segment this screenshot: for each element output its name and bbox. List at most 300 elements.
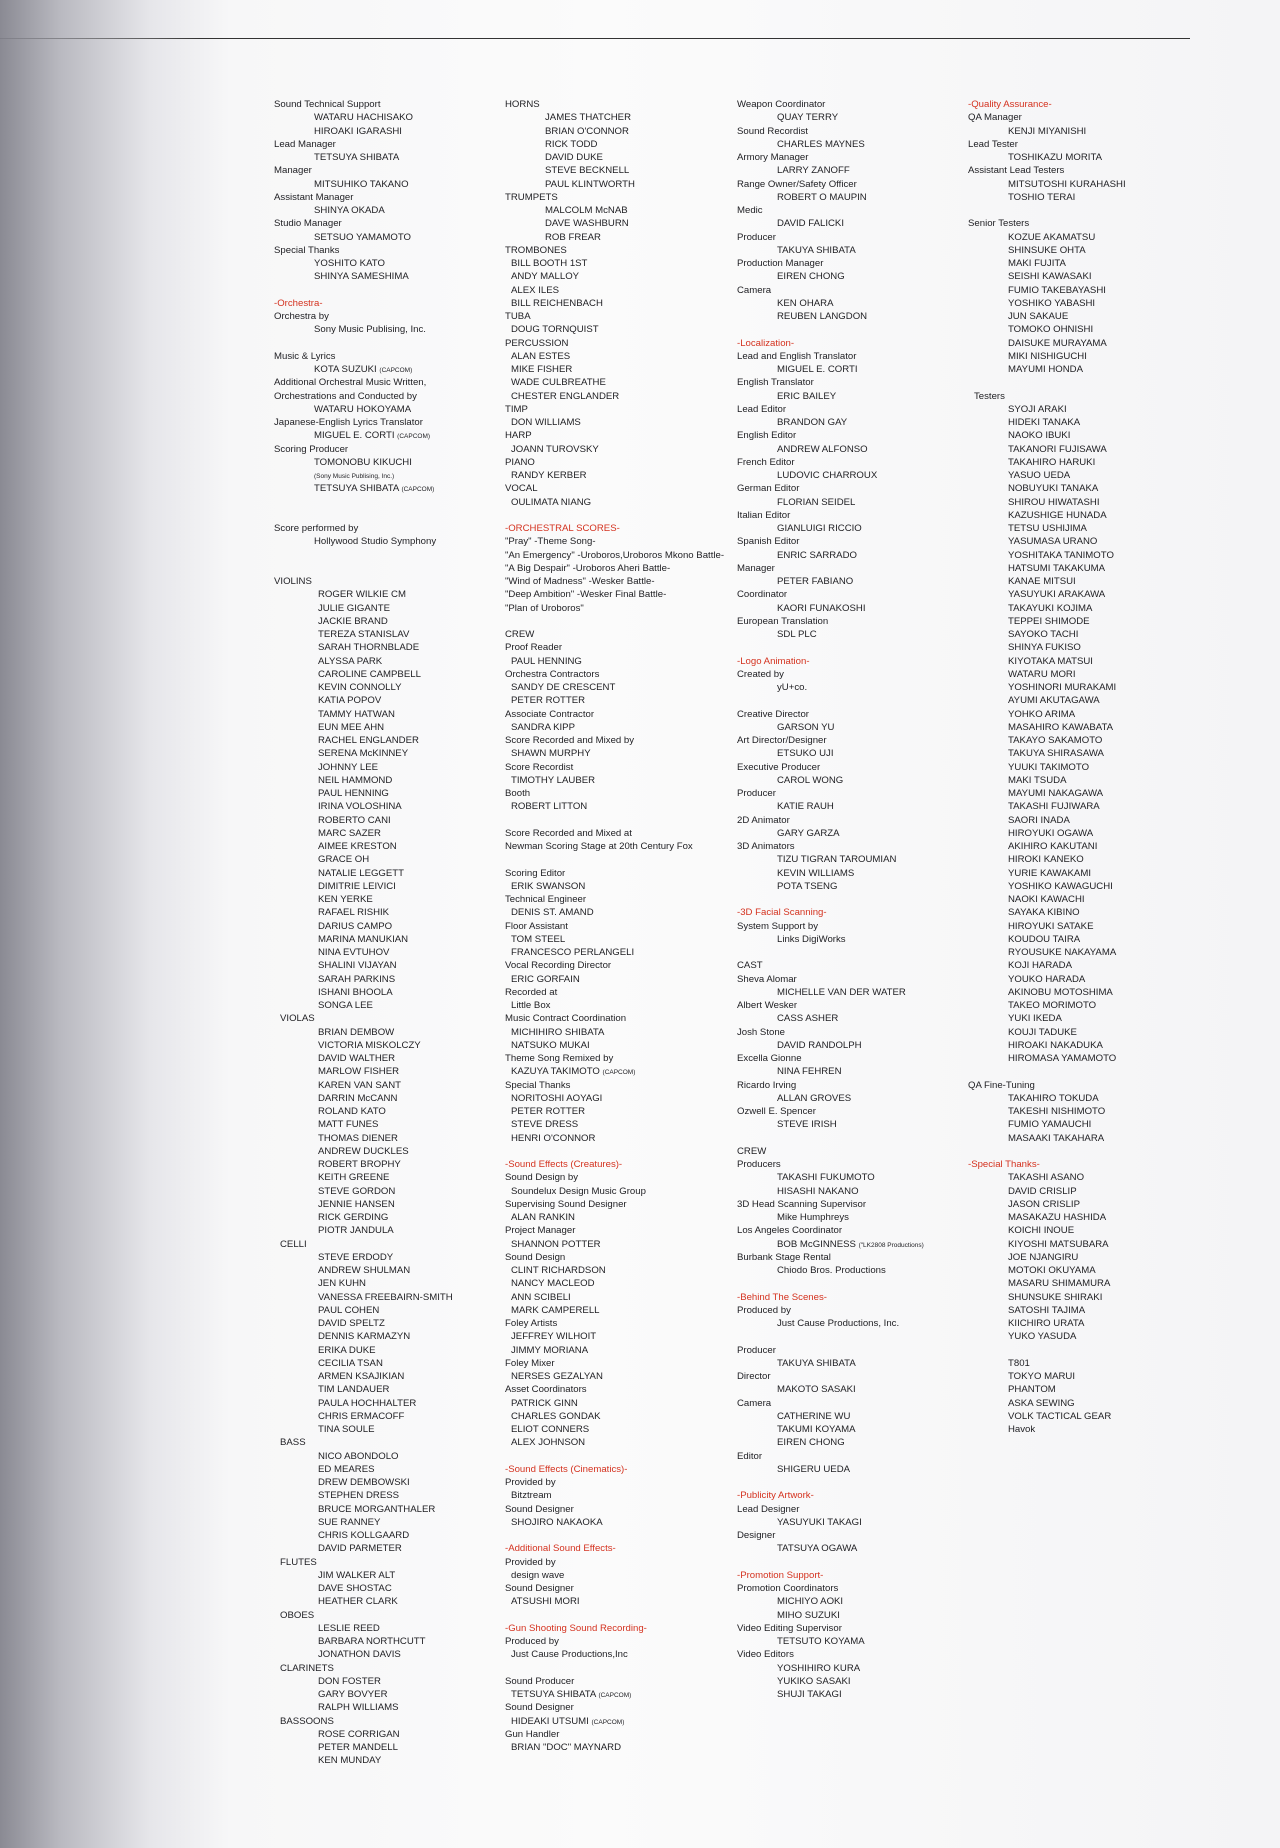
credit-name-text: JACKIE BRAND xyxy=(318,615,388,627)
credit-name xyxy=(968,681,1203,694)
credit-name xyxy=(968,125,1203,138)
credit-name xyxy=(274,853,509,866)
credit-name-text: AKIHIRO KAKUTANI xyxy=(1008,841,1098,852)
credit-name xyxy=(968,1238,1203,1251)
credit-name-text: Chiodo Bros. Productions xyxy=(777,1265,886,1276)
credit-name xyxy=(274,1105,509,1118)
credit-name xyxy=(505,774,740,787)
credit-name xyxy=(274,1450,509,1463)
credit-name xyxy=(505,800,740,813)
credit-name-text: YUKO YASUDA xyxy=(1008,1331,1077,1343)
credit-name-text: Hollywood Studio Symphony xyxy=(314,536,437,548)
credit-role-text: "An Emergency" -Uroboros,Uroboros Mkono Battle- xyxy=(505,549,725,561)
credit-role-text: CREW xyxy=(737,1145,767,1157)
credit-name xyxy=(968,933,1203,946)
credit-name xyxy=(505,1185,740,1198)
credit-role xyxy=(737,1397,972,1410)
credit-name xyxy=(737,1662,972,1675)
credit-name xyxy=(505,1648,740,1661)
credit-role-text: Lead and English Translator xyxy=(737,350,857,362)
credit-role-text: Assistant Manager xyxy=(274,191,354,203)
section-heading xyxy=(737,655,972,668)
credit-name-text: yU+co. xyxy=(777,682,808,693)
credit-name xyxy=(968,337,1203,350)
credit-name-text: RANDY KERBER xyxy=(511,470,587,481)
credit-name xyxy=(968,1370,1203,1383)
credit-name-text: MASAHIRO KAWABATA xyxy=(1008,721,1114,733)
credit-name xyxy=(737,1039,972,1052)
credit-name-text: VANESSA FREEBAIRN-SMITH xyxy=(318,1291,453,1303)
credit-name-text: DAISUKE MURAYAMA xyxy=(1008,337,1107,349)
spacer xyxy=(505,1529,740,1542)
credit-name xyxy=(505,138,740,151)
credit-name-text: KAZUYA TAKIMOTO xyxy=(511,1066,600,1078)
credit-name-text: HIROYUKI SATAKE xyxy=(1008,920,1094,932)
credit-name xyxy=(274,668,509,681)
credit-name xyxy=(737,443,972,456)
spacer xyxy=(737,694,972,707)
credit-name xyxy=(737,1516,972,1529)
spacer xyxy=(968,1145,1203,1158)
credit-name-text: HISASHI NAKANO xyxy=(777,1185,859,1197)
credit-role-text: Score Recorded and Mixed at xyxy=(505,827,632,839)
credit-name xyxy=(505,1277,740,1290)
credit-role-text: Ozwell E. Spencer xyxy=(737,1106,816,1117)
credit-name xyxy=(968,946,1203,959)
credit-role xyxy=(505,1556,740,1569)
credit-name-text: MALCOLM McNAB xyxy=(545,205,628,216)
credit-role xyxy=(274,310,509,323)
section-heading-text: -Orchestra- xyxy=(274,297,323,309)
credit-name-text: CECILIA TSAN xyxy=(318,1357,383,1369)
section-heading-text: -3D Facial Scanning- xyxy=(737,907,827,919)
credit-role xyxy=(737,125,972,138)
credit-name xyxy=(505,416,740,429)
credit-name-text: VOLK TACTICAL GEAR xyxy=(1008,1410,1112,1422)
credit-name xyxy=(274,694,509,707)
credit-name-text: SONGA LEE xyxy=(318,1000,373,1011)
credit-name-text: LUDOVIC CHARROUX xyxy=(777,470,878,481)
section-heading xyxy=(505,1542,740,1555)
credit-role xyxy=(505,787,740,800)
credit-role-text: Video Editing Supervisor xyxy=(737,1622,842,1634)
credit-role xyxy=(505,337,740,350)
credit-role-text: "Pray" -Theme Song- xyxy=(505,536,596,548)
credit-name-text: CAROLINE CAMPBELL xyxy=(318,668,421,680)
credit-name-text: DON FOSTER xyxy=(318,1675,381,1687)
credit-role-text: Director xyxy=(737,1371,771,1382)
credit-name-text: LARRY ZANOFF xyxy=(777,165,850,177)
credit-role xyxy=(505,310,740,323)
credit-role-text: Producer xyxy=(737,1344,776,1356)
credit-name xyxy=(274,1648,509,1661)
spacer xyxy=(274,284,509,297)
credit-role-text: Video Editors xyxy=(737,1649,794,1661)
credit-role-text: CAST xyxy=(737,960,763,972)
credit-name xyxy=(968,734,1203,747)
credit-name xyxy=(737,1423,972,1436)
credit-name xyxy=(274,1065,509,1078)
credit-role xyxy=(737,151,972,164)
credit-name-text: ERIC BAILEY xyxy=(777,390,837,402)
credit-role xyxy=(505,1675,740,1688)
credit-name-text: Mike Humphreys xyxy=(777,1212,849,1223)
spacer xyxy=(505,853,740,866)
credit-name-text: MARK CAMPERELL xyxy=(511,1304,600,1316)
credit-name xyxy=(274,178,509,191)
credit-name xyxy=(968,973,1203,986)
credit-role-text: CELLI xyxy=(280,1238,307,1250)
credit-role xyxy=(505,628,740,641)
credit-name-text: JEN KUHN xyxy=(318,1278,366,1290)
credit-name-text: TAMMY HATWAN xyxy=(318,708,395,720)
credit-name-text: DIMITRIE LEIVICI xyxy=(318,880,396,892)
credit-role-text: Gun Handler xyxy=(505,1728,560,1740)
credit-name xyxy=(737,1065,972,1078)
credit-role xyxy=(505,602,740,615)
credit-name-text: TAKAYO SAKAMOTO xyxy=(1008,735,1103,746)
credit-name xyxy=(505,1132,740,1145)
credit-role-text: Creative Director xyxy=(737,708,809,720)
credit-role-text: "Deep Ambition" -Wesker Final Battle- xyxy=(505,589,667,601)
spacer xyxy=(737,1132,972,1145)
credit-role xyxy=(737,668,972,681)
credit-role xyxy=(737,1158,972,1171)
credit-name-text: Sony Music Publising, Inc. xyxy=(314,324,426,336)
credits-column-3 xyxy=(737,98,972,1701)
credit-name xyxy=(505,1092,740,1105)
credit-name-text: SHIROU HIWATASHI xyxy=(1008,496,1100,508)
credit-name-text: TAKANORI FUJISAWA xyxy=(1008,443,1107,455)
credit-role-text: TIMP xyxy=(505,403,528,415)
credit-role-text: HORNS xyxy=(505,99,540,110)
credit-role xyxy=(274,1436,509,1449)
credit-name xyxy=(274,1595,509,1608)
credit-name xyxy=(968,323,1203,336)
credit-name-text: JIM WALKER ALT xyxy=(318,1569,396,1581)
credit-role-text: QA Fine-Tuning xyxy=(968,1079,1035,1091)
credit-name-text: DAVID CRISLIP xyxy=(1008,1185,1077,1197)
credit-name xyxy=(968,1171,1203,1184)
credit-name xyxy=(274,827,509,840)
credit-name xyxy=(274,1052,509,1065)
credit-name xyxy=(968,1026,1203,1039)
credit-name xyxy=(274,615,509,628)
credit-role xyxy=(737,761,972,774)
credit-name-text: TAKUYA SHIBATA xyxy=(777,244,856,256)
credit-name-text: SETSUO YAMAMOTO xyxy=(314,231,412,243)
credit-name xyxy=(274,1410,509,1423)
credit-name-text: JAMES THATCHER xyxy=(545,112,631,124)
credit-name-text: MARLOW FISHER xyxy=(318,1066,400,1078)
credit-name xyxy=(505,297,740,310)
company-tag: (CAPCOM) xyxy=(602,1069,636,1077)
credit-role-text: Theme Song Remixed by xyxy=(505,1053,614,1064)
credit-name-text: SHUJI TAKAGI xyxy=(777,1689,842,1700)
credit-role-text: Producer xyxy=(737,788,776,799)
credit-name xyxy=(968,482,1203,495)
credit-name-text: MIGUEL E. CORTI xyxy=(777,364,858,375)
credit-name-text: HIROMASA YAMAMOTO xyxy=(1008,1053,1117,1064)
credit-name-text: RYOUSUKE NAKAYAMA xyxy=(1008,947,1117,958)
credit-name-text: TAKAHIRO HARUKI xyxy=(1008,456,1096,468)
credit-name-text: SHOJIRO NAKAOKA xyxy=(511,1516,603,1528)
credit-name-text: PETER ROTTER xyxy=(511,695,586,707)
credit-name xyxy=(274,1701,509,1714)
credit-name xyxy=(274,1635,509,1648)
credit-name xyxy=(968,1423,1203,1436)
credit-name xyxy=(968,456,1203,469)
spacer xyxy=(505,1450,740,1463)
credit-name-text: SYOJI ARAKI xyxy=(1008,403,1067,415)
credit-role-text: Josh Stone xyxy=(737,1026,786,1038)
credit-name xyxy=(968,655,1203,668)
credit-name xyxy=(274,482,509,495)
credit-name xyxy=(968,1264,1203,1277)
company-tag: (CAPCOM) xyxy=(401,486,435,494)
credit-name-text: MARINA MANUKIAN xyxy=(318,933,409,945)
credit-role xyxy=(968,217,1203,230)
credit-name-text: BRUCE MORGANTHALER xyxy=(318,1503,436,1515)
spacer xyxy=(505,1145,740,1158)
credit-name xyxy=(968,509,1203,522)
spacer xyxy=(737,946,972,959)
credit-name xyxy=(968,1330,1203,1343)
credit-name xyxy=(505,1423,740,1436)
credit-name-text: TETSUTO KOYAMA xyxy=(777,1636,865,1647)
credit-name xyxy=(274,814,509,827)
credit-name-text: DAVE SHOSTAC xyxy=(318,1583,392,1594)
credit-name-text: MITSUTOSHI KURAHASHI xyxy=(1008,178,1126,190)
credit-name xyxy=(505,999,740,1012)
credit-role-text: Foley Artists xyxy=(505,1318,558,1329)
credit-name-text: CHRIS ERMACOFF xyxy=(318,1410,405,1422)
section-heading xyxy=(737,1569,972,1582)
credit-name xyxy=(737,1211,972,1224)
credit-role-text: Newman Scoring Stage at 20th Century Fox xyxy=(505,841,693,852)
credit-name-text: TAKEO MORIMOTO xyxy=(1008,1000,1097,1011)
credit-role xyxy=(968,111,1203,124)
credit-name-text: MATT FUNES xyxy=(318,1119,379,1131)
credit-name xyxy=(737,191,972,204)
credit-role-text: Burbank Stage Rental xyxy=(737,1251,831,1263)
credit-role xyxy=(968,1079,1203,1092)
credit-name-text: ANDREW ALFONSO xyxy=(777,443,868,455)
credit-name xyxy=(737,1688,972,1701)
credit-name xyxy=(737,986,972,999)
credit-role-text: Production Manager xyxy=(737,258,824,269)
credit-name-text: BRIAN DEMBOW xyxy=(318,1026,395,1038)
spacer xyxy=(505,814,740,827)
credit-name-text: ANDREW SHULMAN xyxy=(318,1265,411,1276)
credit-name xyxy=(274,1291,509,1304)
credit-name xyxy=(737,1595,972,1608)
credit-name xyxy=(505,933,740,946)
credit-name-text: EUN MEE AHN xyxy=(318,721,385,733)
credit-name xyxy=(737,1185,972,1198)
credit-role-text: Lead Manager xyxy=(274,138,336,150)
credit-role xyxy=(505,668,740,681)
credit-name xyxy=(968,469,1203,482)
credit-role-text: French Editor xyxy=(737,456,795,468)
credit-name-text: SHINYA SAMESHIMA xyxy=(314,271,409,283)
credit-role xyxy=(505,641,740,654)
credit-name xyxy=(274,1741,509,1754)
credit-name xyxy=(737,522,972,535)
credit-name-text: YUKI IKEDA xyxy=(1008,1013,1062,1025)
credit-name xyxy=(505,323,740,336)
credit-name xyxy=(737,628,972,641)
credit-name-text: MICHIYO AOKI xyxy=(777,1596,844,1608)
section-heading xyxy=(737,337,972,350)
credit-name xyxy=(968,1357,1203,1370)
credit-name-text: SUE RANNEY xyxy=(318,1516,381,1528)
credit-name xyxy=(968,1397,1203,1410)
credit-role xyxy=(505,482,740,495)
section-heading-text: -Publicity Artwork- xyxy=(737,1490,814,1502)
credit-role xyxy=(737,350,972,363)
credit-name xyxy=(968,562,1203,575)
credit-name-text: SANDRA KIPP xyxy=(511,721,575,733)
credit-name xyxy=(968,827,1203,840)
credit-role-text: Promotion Coordinators xyxy=(737,1583,839,1594)
credit-name xyxy=(274,1330,509,1343)
credit-name xyxy=(274,535,509,548)
credit-name-text: STEVE DRESS xyxy=(511,1119,579,1131)
credit-name xyxy=(737,1238,972,1251)
credits-column-4 xyxy=(968,98,1203,1436)
credit-role-text: Music & Lyrics xyxy=(274,350,336,362)
credit-name xyxy=(274,959,509,972)
credit-name-text: DAVID PARMETER xyxy=(318,1543,402,1555)
credit-name xyxy=(968,535,1203,548)
credit-name-text: KAREN VAN SANT xyxy=(318,1079,401,1091)
credit-name xyxy=(274,986,509,999)
credit-name-text: KOUJI TADUKE xyxy=(1008,1026,1077,1038)
section-heading xyxy=(737,1489,972,1502)
credit-name xyxy=(737,1609,972,1622)
credit-role-text: Orchestra Contractors xyxy=(505,668,600,680)
credit-name xyxy=(505,350,740,363)
credit-name-text: NINA FEHREN xyxy=(777,1066,842,1078)
company-tag: (CAPCOM) xyxy=(591,1718,625,1726)
credit-role xyxy=(737,840,972,853)
section-heading xyxy=(968,1158,1203,1171)
credit-name xyxy=(737,390,972,403)
credit-role-text: Manager xyxy=(737,562,775,574)
credit-name-text: PETER FABIANO xyxy=(777,576,854,587)
credit-name-text: SHUNSUKE SHIRAKI xyxy=(1008,1291,1103,1303)
credit-role xyxy=(737,734,972,747)
credit-name xyxy=(505,1688,740,1701)
credit-name-text: JUN SAKAUE xyxy=(1008,311,1069,322)
credit-role-text: "A Big Despair" -Uroboros Aheri Battle- xyxy=(505,562,671,574)
credit-name xyxy=(505,1370,740,1383)
credit-role-text: Armory Manager xyxy=(737,152,809,163)
credit-name-text: PETER ROTTER xyxy=(511,1106,586,1117)
credit-role-text: Score performed by xyxy=(274,523,359,534)
credit-name xyxy=(274,641,509,654)
credit-role-text: OBOES xyxy=(280,1609,315,1621)
credit-name-text: Just Cause Productions, Inc. xyxy=(777,1318,900,1329)
credit-role xyxy=(505,535,740,548)
credit-name-text: FUMIO YAMAUCHI xyxy=(1008,1119,1092,1131)
credit-name-text: T801 xyxy=(1008,1357,1030,1369)
credit-name xyxy=(968,310,1203,323)
credit-role xyxy=(737,708,972,721)
credit-name-text: RICK TODD xyxy=(545,138,598,150)
credit-name-text: Havok xyxy=(1008,1424,1036,1435)
credit-name xyxy=(505,1397,740,1410)
section-heading xyxy=(737,1291,972,1304)
credit-name-text: NEIL HAMMOND xyxy=(318,774,393,786)
credit-role xyxy=(505,1012,740,1025)
credit-name xyxy=(737,1635,972,1648)
credit-name xyxy=(274,1185,509,1198)
credit-name xyxy=(737,853,972,866)
credit-role-text: Editor xyxy=(737,1450,763,1462)
credit-name-text: ROBERT O MAUPIN xyxy=(777,191,867,203)
credit-name xyxy=(274,933,509,946)
credit-role-text: Sound Designer xyxy=(505,1702,574,1714)
credit-name-text: HIROAKI IGARASHI xyxy=(314,125,402,137)
credit-name xyxy=(968,1039,1203,1052)
credit-role-text: Music Contract Coordination xyxy=(505,1013,627,1025)
credit-role-text: Weapon Coordinator xyxy=(737,99,826,110)
credit-name-text: ALYSSA PARK xyxy=(318,655,383,667)
section-heading-text: -Special Thanks- xyxy=(968,1159,1040,1170)
credit-role xyxy=(505,549,740,562)
credit-name xyxy=(274,363,509,376)
credit-name-text: CHESTER ENGLANDER xyxy=(511,390,620,402)
credit-name-text: AKINOBU MOTOSHIMA xyxy=(1008,986,1113,998)
credit-name xyxy=(737,867,972,880)
credit-name-text: Bitztream xyxy=(511,1490,552,1502)
credit-role-text: Medic xyxy=(737,205,763,216)
credit-name xyxy=(968,1105,1203,1118)
credit-name xyxy=(737,1092,972,1105)
credit-name-text: JULIE GIGANTE xyxy=(318,602,390,614)
credit-name-text: TIMOTHY LAUBER xyxy=(511,774,596,786)
credit-name-text: TOSHIKAZU MORITA xyxy=(1008,152,1102,163)
credit-role-text: Senior Testers xyxy=(968,218,1030,230)
credit-name-text: SAYAKA KIBINO xyxy=(1008,907,1080,919)
credit-role-text: Scoring Producer xyxy=(274,443,349,455)
credit-name-text: SHANNON POTTER xyxy=(511,1238,601,1250)
credit-name-text: TAKASHI FUJIWARA xyxy=(1008,801,1100,813)
credit-name xyxy=(274,1171,509,1184)
credit-name xyxy=(274,787,509,800)
credit-name-text: KOUDOU TAIRA xyxy=(1008,933,1081,945)
credit-name xyxy=(505,880,740,893)
credit-name xyxy=(737,270,972,283)
credit-name xyxy=(274,761,509,774)
credit-role-text: Technical Engineer xyxy=(505,894,587,905)
credit-name xyxy=(274,1357,509,1370)
credit-name-text: KEVIN WILLIAMS xyxy=(777,867,855,879)
credit-name-text: CLINT RICHARDSON xyxy=(511,1265,606,1276)
credit-role-text: TUBA xyxy=(505,311,531,322)
credit-name-text: SAYOKO TACHI xyxy=(1008,629,1079,640)
credit-name xyxy=(505,204,740,217)
credit-name xyxy=(968,1118,1203,1131)
credit-role xyxy=(274,138,509,151)
credit-role-text: Orchestra by xyxy=(274,311,329,322)
credit-role xyxy=(505,456,740,469)
credit-role-text: Special Thanks xyxy=(274,244,340,256)
credit-role xyxy=(737,787,972,800)
credit-name-text: YUUKI TAKIMOTO xyxy=(1008,761,1090,773)
